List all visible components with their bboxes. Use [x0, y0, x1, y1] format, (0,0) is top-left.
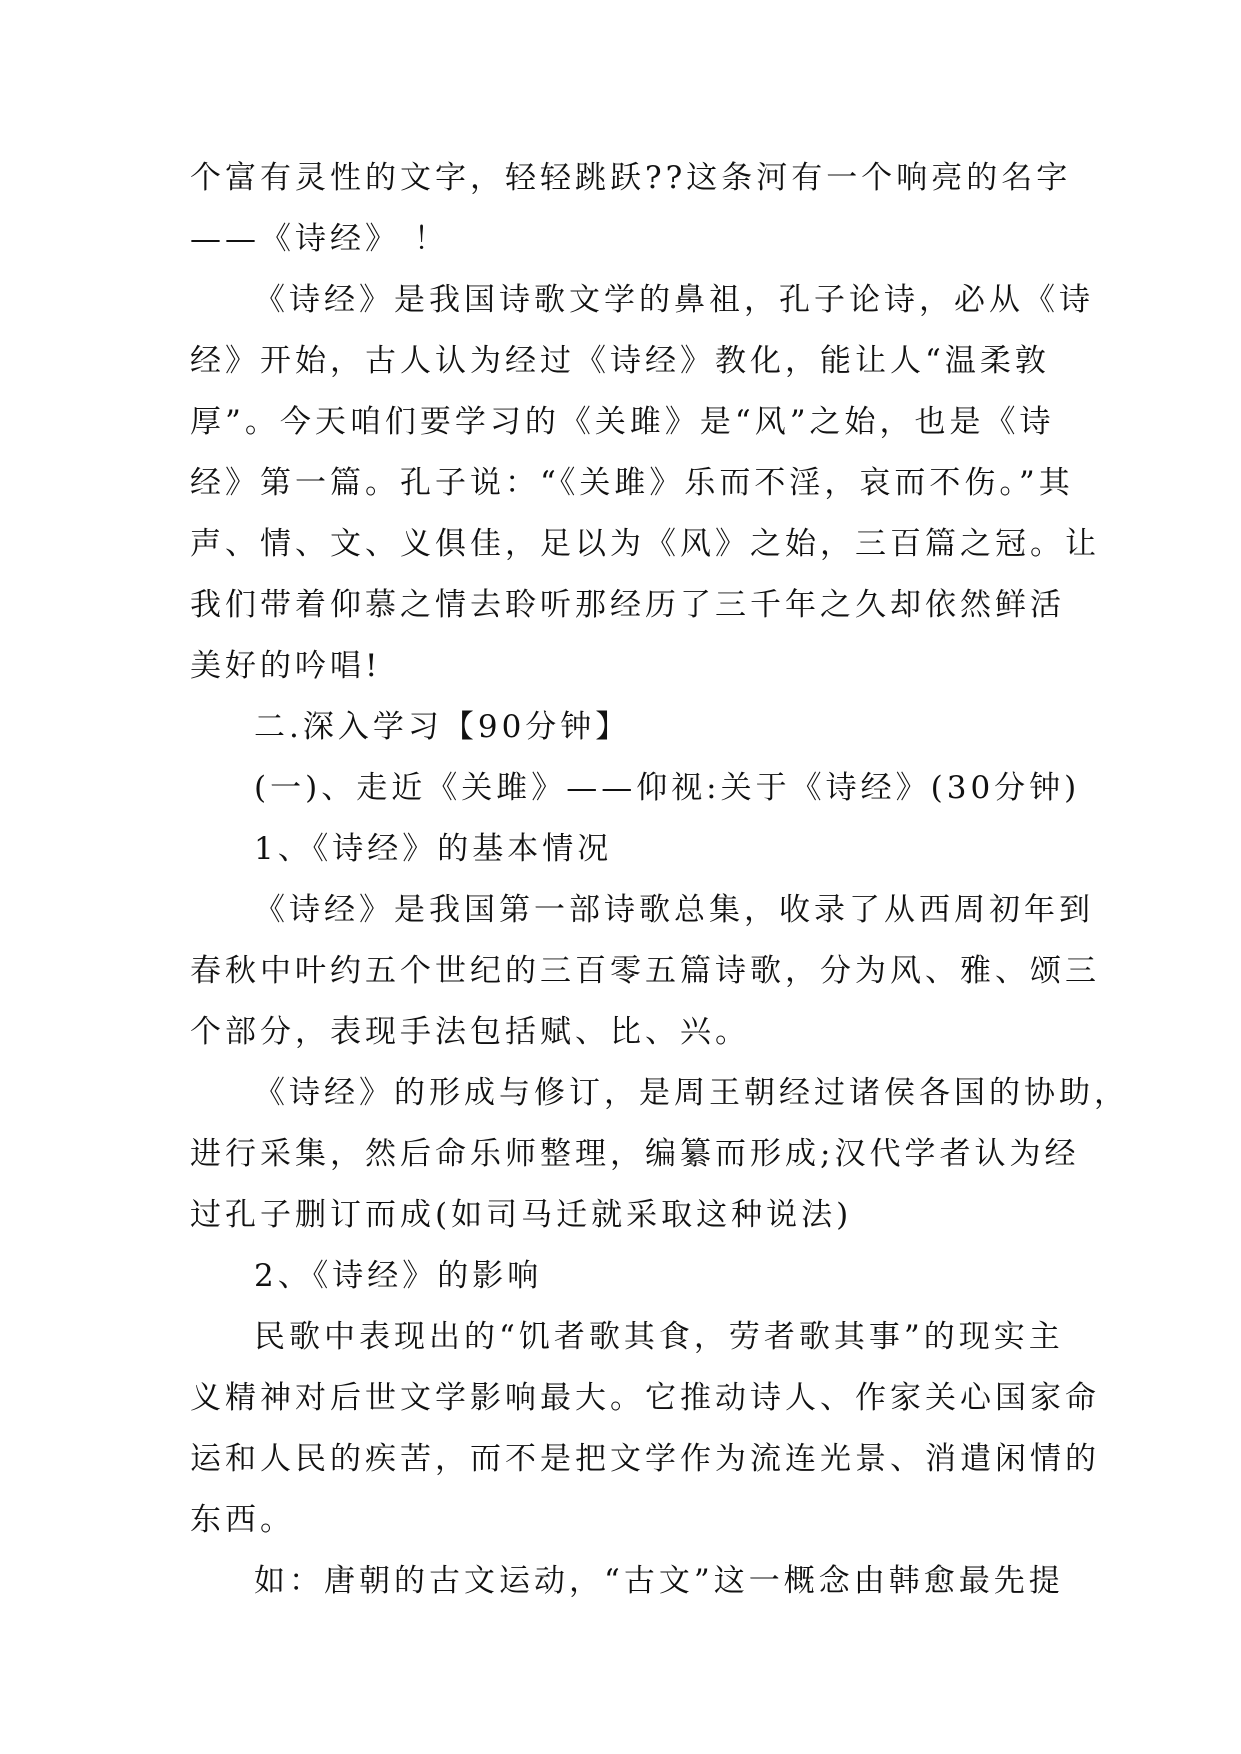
paragraph-6 [190, 1551, 1064, 1612]
text-line: 义精神对后世文学影响最大。它推动诗人、作家关心国家命 [190, 1380, 1100, 1416]
text-line: 东西。 [190, 1502, 295, 1538]
paragraph-2 [190, 270, 1100, 697]
text-line: ——《诗经》 ！ [190, 221, 449, 257]
text-line: 个部分，表现手法包括赋、比、兴。 [190, 1014, 750, 1050]
subsection-heading [190, 758, 1081, 819]
text-line: 经》第一篇。孔子说：“《关雎》乐而不淫，哀而不伤。”其 [190, 465, 1074, 501]
paragraph-1 [190, 148, 1072, 270]
text-line: 《诗经》是我国第一部诗歌总集，收录了从西周初年到 [254, 892, 1094, 928]
paragraph-5 [190, 1307, 1100, 1551]
item-heading-2 [190, 1246, 1048, 1307]
heading-line: (一)、走近《关雎》——仰视:关于《诗经》(30分钟) [254, 770, 1081, 806]
text-line: 《诗经》的形成与修订，是周王朝经过诸侯各国的协助， [254, 1075, 1129, 1111]
document-body [190, 148, 1129, 1612]
heading-line: 2、《诗经》的影响 [254, 1258, 543, 1294]
text-line: 厚”。今天咱们要学习的《关雎》是“风”之始，也是《诗 [190, 404, 1055, 440]
text-line: 美好的吟唱! [190, 648, 382, 684]
text-line: 民歌中表现出的“饥者歌其食，劳者歌其事”的现实主 [254, 1319, 1064, 1355]
heading-line: 1、《诗经》的基本情况 [254, 831, 613, 867]
text-line: 个富有灵性的文字，轻轻跳跃??这条河有一个响亮的名字 [190, 160, 1072, 196]
item-heading-1 [190, 819, 1048, 880]
text-line: 过孔子删订而成(如司马迁就采取这种说法) [190, 1197, 853, 1233]
text-line: 如：唐朝的古文运动，“古文”这一概念由韩愈最先提 [254, 1563, 1064, 1599]
text-line: 经》开始，古人认为经过《诗经》教化，能让人“温柔敦 [190, 343, 1050, 379]
text-line: 春秋中叶约五个世纪的三百零五篇诗歌，分为风、雅、颂三 [190, 953, 1100, 989]
section-heading [190, 697, 1048, 758]
text-line: 运和人民的疾苦，而不是把文学作为流连光景、消遣闲情的 [190, 1441, 1100, 1477]
paragraph-4 [190, 1063, 1129, 1246]
text-line: 《诗经》是我国诗歌文学的鼻祖，孔子论诗，必从《诗 [254, 282, 1094, 318]
text-line: 进行采集，然后命乐师整理，编纂而形成;汉代学者认为经 [190, 1136, 1080, 1172]
text-line: 我们带着仰慕之情去聆听那经历了三千年之久却依然鲜活 [190, 587, 1065, 623]
heading-line: 二.深入学习【90分钟】 [254, 709, 631, 745]
text-line: 声、情、文、义俱佳，足以为《风》之始，三百篇之冠。让 [190, 526, 1100, 562]
paragraph-3 [190, 880, 1100, 1063]
